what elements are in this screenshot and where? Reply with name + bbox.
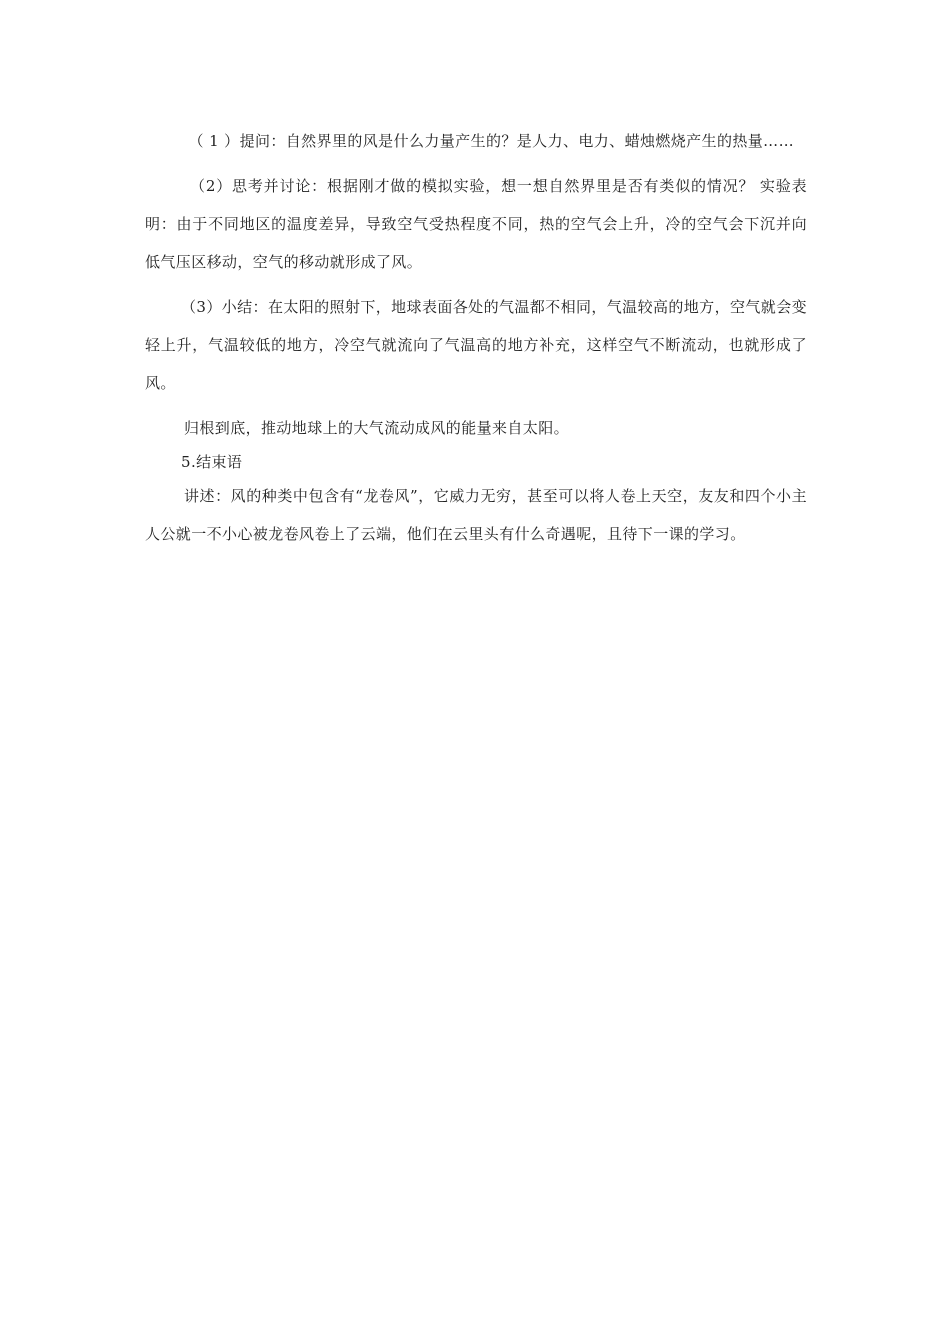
paragraph-conclusion: 归根到底，推动地球上的大气流动成风的能量来自太阳。 — [184, 419, 570, 437]
paragraph-question-1: （ 1 ）提问：自然界里的风是什么力量产生的？是人力、电力、蜡烛燃烧产生的热量…… — [188, 132, 794, 150]
document-body — [145, 122, 807, 560]
paragraph-discussion-2: （2）思考并讨论：根据刚才做的模拟实验，想一想自然界里是否有类似的情况？ 实验表明：由于不同地区的温度差异，导致空气受热程度不同，热的空气会上升，冷的空气会下沉并向低气压区移动，空气的移动就形成了风。 — [145, 177, 807, 271]
section-heading: 5.结束语 — [181, 453, 243, 471]
paragraph-summary-3: （3）小结：在太阳的照射下，地球表面各处的气温都不相同，气温较高的地方，空气就会变轻上升，气温较低的地方，冷空气就流向了气温高的地方补充，这样空气不断流动，也就形成了风。 — [145, 298, 807, 392]
paragraph-closing: 讲述：风的种类中包含有“龙卷风”，它威力无穷，甚至可以将人卷上天空，友友和四个小主人公就一不小心被龙卷风卷上了云端，他们在云里头有什么奇遇呢，且待下一课的学习。 — [145, 487, 807, 543]
